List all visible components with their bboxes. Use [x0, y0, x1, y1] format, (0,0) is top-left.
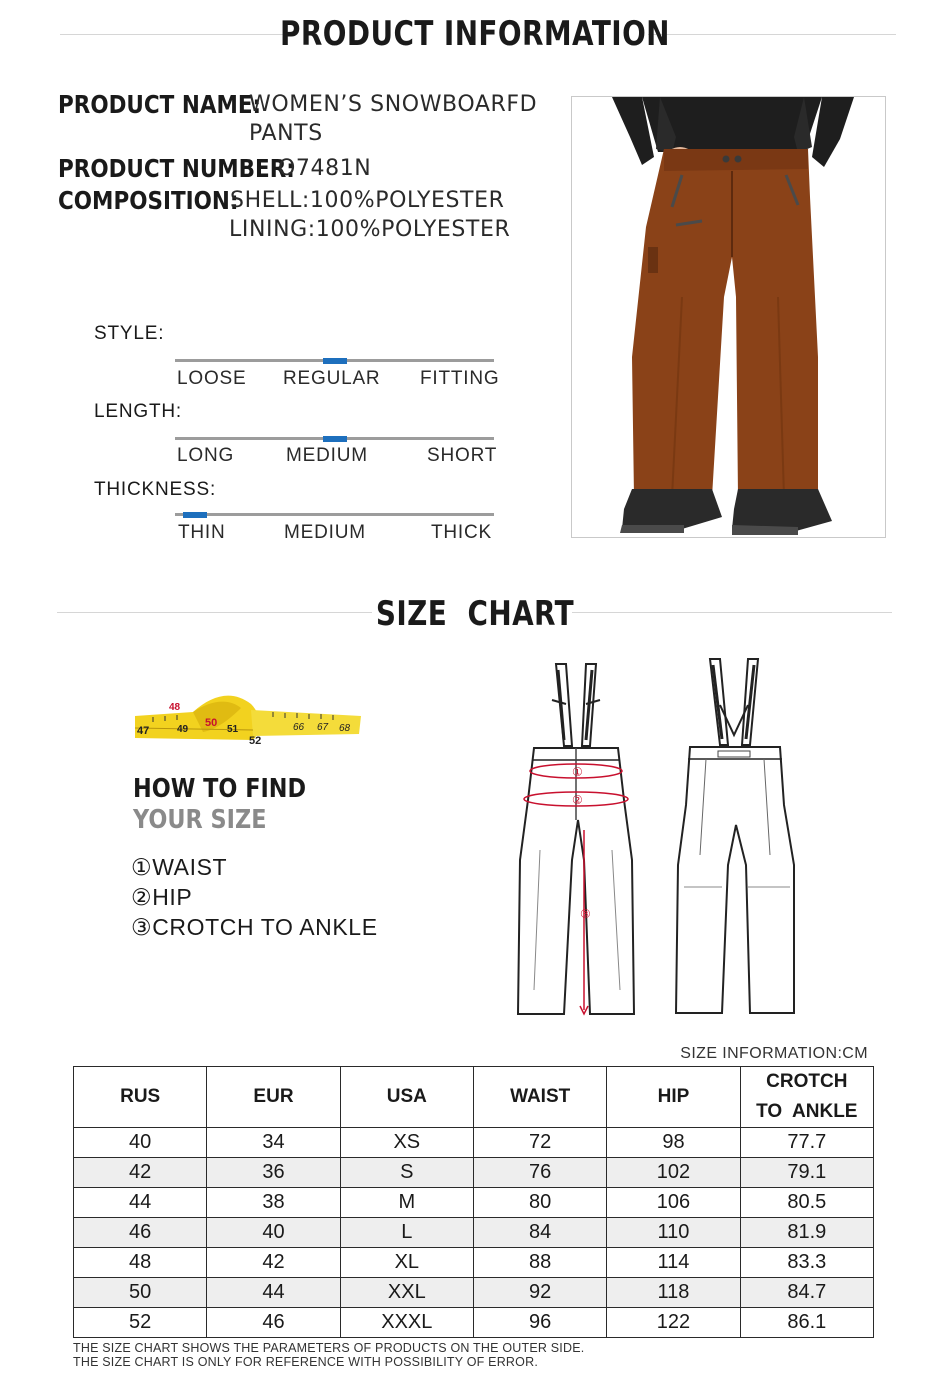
cell-usa: L	[340, 1218, 473, 1248]
table-row	[74, 1128, 874, 1158]
your-size-heading: YOUR SIZE	[133, 805, 267, 835]
cell-waist: 92	[473, 1278, 606, 1308]
table-row	[74, 1278, 874, 1308]
pants-front-diagram	[512, 660, 640, 1020]
cell-waist: 88	[473, 1248, 606, 1278]
table-row	[74, 1188, 874, 1218]
cell-crotch-to-ankle: 83.3	[740, 1248, 873, 1278]
cell-hip: 98	[607, 1128, 740, 1158]
snow-pants-illustration	[572, 97, 885, 537]
size-table-header-row	[74, 1067, 874, 1128]
cell-waist: 76	[473, 1158, 606, 1188]
table-row	[74, 1158, 874, 1188]
cell-crotch-to-ankle: 81.9	[740, 1218, 873, 1248]
thickness-option-thick: THICK	[431, 522, 492, 543]
thickness-scale	[175, 513, 494, 516]
cell-rus: 48	[74, 1248, 207, 1278]
thickness-scale-marker	[183, 512, 207, 518]
composition-lining: LINING:100%POLYESTER	[229, 217, 511, 242]
length-scale-marker	[323, 436, 347, 442]
product-name-label: PRODUCT NAME:	[58, 90, 262, 119]
style-option-regular: REGULAR	[283, 368, 381, 389]
cell-eur: 42	[207, 1248, 340, 1278]
size-unit-note: SIZE INFORMATION:CM	[680, 1045, 868, 1062]
tape-number-50: 50	[205, 717, 218, 729]
cell-usa: M	[340, 1188, 473, 1218]
pants-back-drawing	[670, 655, 800, 1021]
length-option-short: SHORT	[427, 445, 498, 466]
product-name-line2: PANTS	[249, 121, 323, 146]
style-option-loose: LOOSE	[177, 368, 247, 389]
footnote-reference: THE SIZE CHART IS ONLY FOR REFERENCE WITH POSSIBILITY OF ERROR.	[73, 1355, 538, 1369]
style-label: STYLE:	[94, 323, 165, 344]
cell-eur: 34	[207, 1128, 340, 1158]
composition-label: COMPOSITION:	[58, 186, 239, 215]
footnote-outer-side: THE SIZE CHART SHOWS THE PARAMETERS OF PRODUCTS ON THE OUTER SIDE.	[73, 1341, 585, 1355]
thickness-option-thin: THIN	[178, 522, 226, 543]
tape-number-47: 47	[137, 725, 150, 737]
measure-crotch-to-ankle: ③CROTCH TO ANKLE	[131, 914, 378, 940]
table-row	[74, 1248, 874, 1278]
how-to-find-heading: HOW TO FIND	[133, 774, 307, 804]
cell-eur: 36	[207, 1158, 340, 1188]
cell-rus: 52	[74, 1308, 207, 1338]
tape-number-49: 49	[177, 724, 189, 735]
size-chart-title: SIZE CHART	[375, 594, 575, 634]
cell-crotch-to-ankle: 86.1	[740, 1308, 873, 1338]
composition-shell: SHELL:100%POLYESTER	[230, 188, 505, 213]
length-option-long: LONG	[177, 445, 235, 466]
measuring-tape-image	[133, 690, 363, 750]
cell-hip: 110	[607, 1218, 740, 1248]
measure-hip: ②HIP	[131, 884, 193, 910]
table-row	[74, 1218, 874, 1248]
cell-usa: S	[340, 1158, 473, 1188]
tape-number-52: 52	[249, 735, 262, 747]
diagram-marker-crotch: ③	[580, 907, 591, 921]
cell-rus: 42	[74, 1158, 207, 1188]
product-info-title: PRODUCT INFORMATION	[280, 14, 670, 54]
header-eur: EUR	[207, 1067, 340, 1128]
cell-rus: 46	[74, 1218, 207, 1248]
header-waist: WAIST	[473, 1067, 606, 1128]
cell-crotch-to-ankle: 77.7	[740, 1128, 873, 1158]
length-label: LENGTH:	[94, 401, 182, 422]
cell-crotch-to-ankle: 79.1	[740, 1158, 873, 1188]
cell-usa: XS	[340, 1128, 473, 1158]
cell-hip: 122	[607, 1308, 740, 1338]
product-name-line1: WOMEN’S SNOWBOARFD	[249, 92, 538, 117]
table-row	[74, 1308, 874, 1338]
length-option-medium: MEDIUM	[286, 445, 368, 466]
cell-waist: 72	[473, 1128, 606, 1158]
header-rus: RUS	[74, 1067, 207, 1128]
header-crotch-to-ankle	[740, 1067, 873, 1128]
tape-number-68: 68	[339, 723, 351, 734]
thickness-option-medium: MEDIUM	[284, 522, 366, 543]
cell-rus: 40	[74, 1128, 207, 1158]
header-crotch-line2: TO ANKLE	[756, 1101, 858, 1122]
diagram-marker-hip: ②	[572, 793, 583, 807]
measuring-tape-icon	[133, 690, 363, 750]
cell-hip: 118	[607, 1278, 740, 1308]
cell-eur: 44	[207, 1278, 340, 1308]
cell-eur: 38	[207, 1188, 340, 1218]
product-number-value: O7481N	[278, 156, 372, 181]
cell-eur: 46	[207, 1308, 340, 1338]
cell-waist: 96	[473, 1308, 606, 1338]
product-photo	[571, 96, 886, 538]
tape-number-51: 51	[227, 724, 239, 735]
style-scale-marker	[323, 358, 347, 364]
style-option-fitting: FITTING	[420, 368, 500, 389]
cell-usa: XXXL	[340, 1308, 473, 1338]
cell-usa: XL	[340, 1248, 473, 1278]
cell-hip: 102	[607, 1158, 740, 1188]
pants-back-diagram	[670, 655, 800, 1021]
cell-crotch-to-ankle: 80.5	[740, 1188, 873, 1218]
header-crotch-line1: CROTCH	[766, 1071, 848, 1092]
cell-waist: 84	[473, 1218, 606, 1248]
cell-crotch-to-ankle: 84.7	[740, 1278, 873, 1308]
cell-rus: 44	[74, 1188, 207, 1218]
product-number-label: PRODUCT NUMBER:	[58, 154, 295, 183]
cell-rus: 50	[74, 1278, 207, 1308]
cell-eur: 40	[207, 1218, 340, 1248]
size-table	[73, 1066, 874, 1338]
thickness-label: THICKNESS:	[94, 479, 217, 500]
pants-front-drawing	[512, 660, 640, 1020]
measure-waist: ①WAIST	[131, 854, 228, 880]
tape-number-66: 66	[293, 722, 305, 733]
tape-number-67: 67	[317, 722, 329, 733]
diagram-marker-waist: ①	[572, 765, 583, 779]
cell-waist: 80	[473, 1188, 606, 1218]
cell-hip: 106	[607, 1188, 740, 1218]
cell-usa: XXL	[340, 1278, 473, 1308]
header-hip: HIP	[607, 1067, 740, 1128]
cell-hip: 114	[607, 1248, 740, 1278]
tape-number-48: 48	[169, 702, 181, 713]
header-usa: USA	[340, 1067, 473, 1128]
